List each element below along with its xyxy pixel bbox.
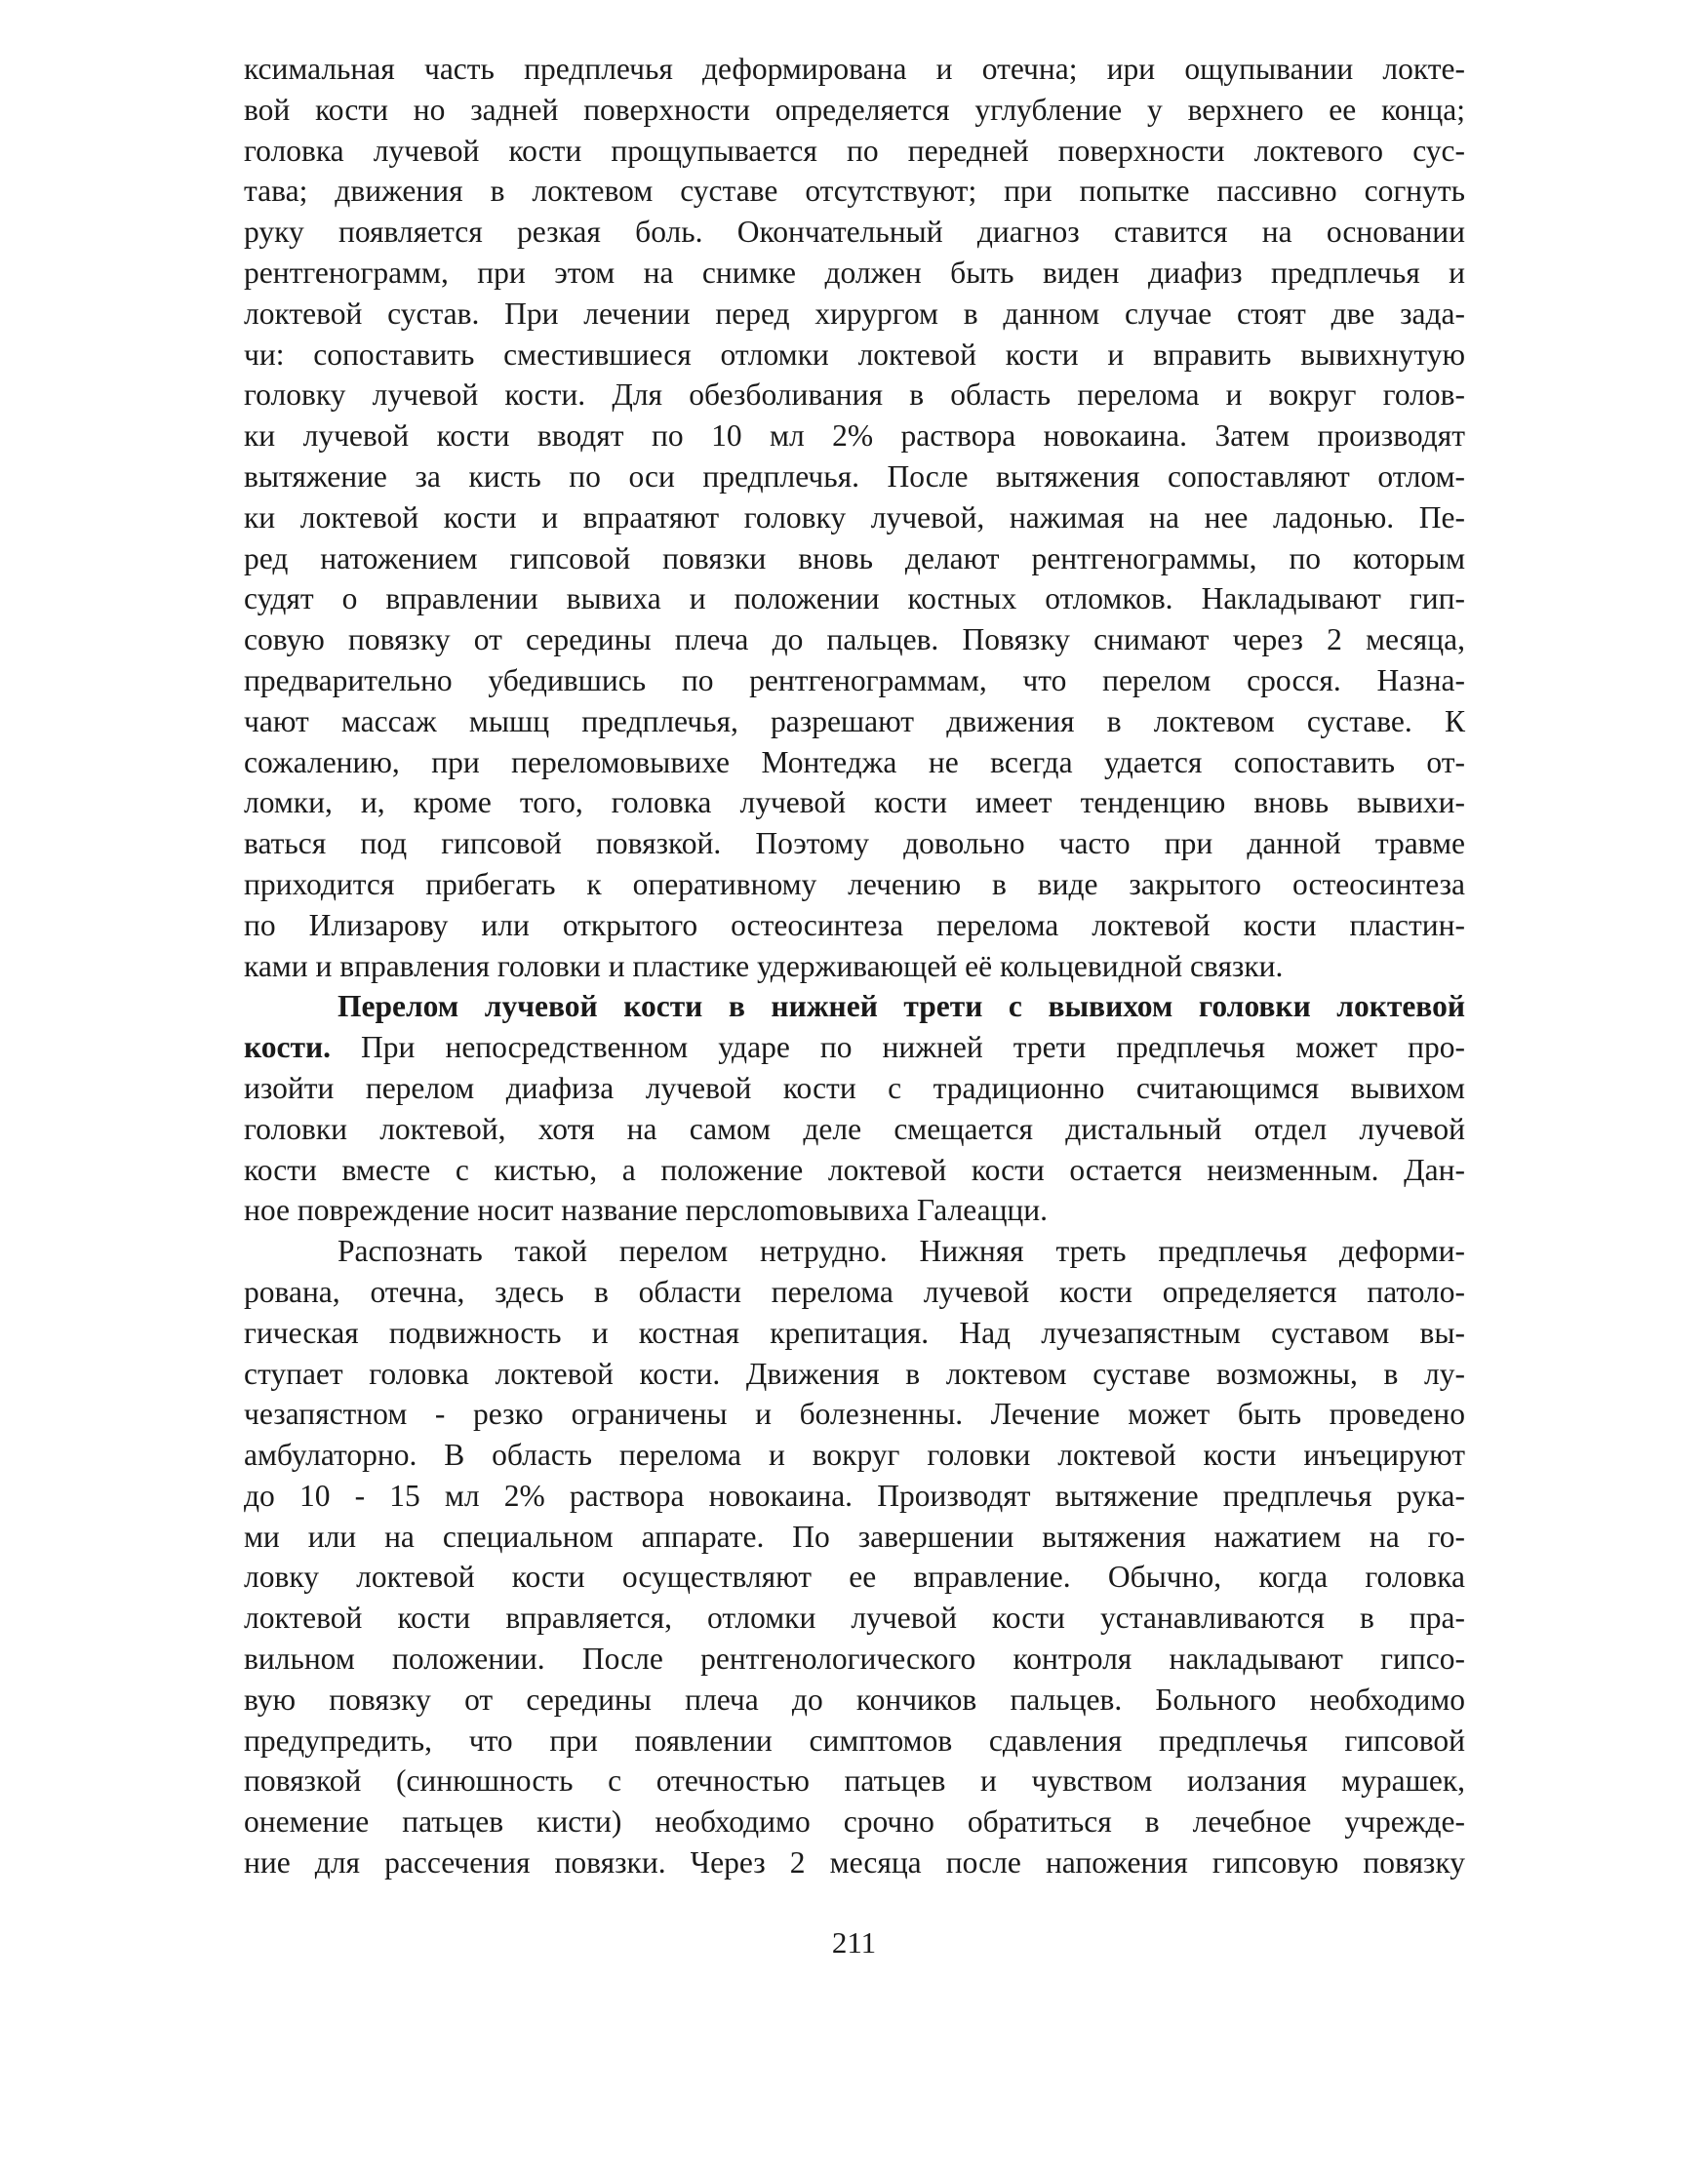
paragraph-line: судят о вправлении вывиха и положении костных отломков. Накладывают гип- xyxy=(244,581,1465,616)
paragraph-line: предупредить, что при появлении симптомов сдавления предплечья гипсовой xyxy=(244,1723,1465,1758)
paragraph-line: предварительно убедившись по рентгенограммам, что перелом сросся. Назна- xyxy=(244,662,1465,697)
paragraph-line: ксимальная часть предплечья деформирована и отечна; ири ощупывании локте- xyxy=(244,52,1465,86)
paragraph-line: повязкой (синюшность с отечностью патьцев и чувством иолзания мурашек, xyxy=(244,1763,1465,1799)
paragraph-line: локтевой сустав. При лечении перед хирургом в данном случае стоят две зада- xyxy=(244,296,1465,331)
paragraph-line: чи: сопоставить сместившиеся отломки локтевой кости и вправить вывихнутую xyxy=(244,337,1465,372)
paragraph-line: изойти перелом диафиза лучевой кости с традиционно считающимся вывихом xyxy=(244,1070,1465,1105)
paragraph-line: вытяжение за кисть по оси предплечья. После вытяжения сопоставляют отлом- xyxy=(244,458,1465,494)
paragraph-line: ред натожением гипсовой повязки вновь делают рентгенограммы, по которым xyxy=(244,540,1465,575)
paragraph-line: ки лучевой кости вводят по 10 мл 2% раствора новокаина. Затем производят xyxy=(244,418,1465,454)
paragraph-line: амбулаторно. В область перелома и вокруг головки локтевой кости инъецируют xyxy=(244,1438,1465,1473)
paragraph-line: чезапястном - резко ограничены и болезненны. Лечение может быть проведено xyxy=(244,1397,1465,1432)
paragraph-line: рентгенограмм, при этом на снимке должен быть виден диафиз предплечья и xyxy=(244,255,1465,290)
paragraph-line: онемение патьцев кисти) необходимо срочно обратиться в лечебное учрежде- xyxy=(244,1804,1465,1840)
paragraph-line xyxy=(244,1027,1465,1068)
paragraph-line: сожалению, при переломовывихе Монтеджа не всегда удается сопоставить от- xyxy=(244,744,1465,779)
paragraph-line: ми или на специальном аппарате. По завершении вытяжения нажатием на го- xyxy=(244,1519,1465,1554)
paragraph-line: ловку локтевой кости осуществляют ее вправление. Обычно, когда головка xyxy=(244,1560,1465,1595)
paragraph-line-text: При непосредственном ударе по нижней трети предплечья может про- xyxy=(330,1030,1465,1065)
section-heading-continuation: кости. xyxy=(244,1030,331,1065)
paragraph-line: кости вместе с кистью, а положение локтевой кости остается неизменным. Дан- xyxy=(244,1152,1465,1187)
paragraph-line: Распознать такой перелом нетрудно. Нижняя треть предплечья деформи- xyxy=(338,1234,1465,1269)
paragraph-line: тава; движения в локтевом суставе отсутствуют; при попытке пассивно согнуть xyxy=(244,174,1465,209)
paragraph-line: гическая подвижность и костная крепитация. Над лучезапястным суставом вы- xyxy=(244,1315,1465,1350)
paragraph-line: рована, отечна, здесь в области перелома лучевой кости определяется патоло- xyxy=(244,1274,1465,1309)
paragraph-line: ние для рассечения повязки. Через 2 месяца после напожения гипсовую повязку xyxy=(244,1845,1465,1881)
paragraph-line: чают массаж мышц предплечья, разрешают движения в локтевом суставе. К xyxy=(244,703,1465,738)
paragraph-line: ками и вправления головки и пластике удерживающей её кольцевидной связки. xyxy=(244,948,1284,983)
paragraph-montegia-treatment xyxy=(244,49,1465,986)
paragraph-line: вильном положении. После рентгенологического контроля накладывают гипсо- xyxy=(244,1642,1465,1677)
paragraph-line: головку лучевой кости. Для обезболивания в область перелома и вокруг голов- xyxy=(244,377,1465,413)
section-heading-text: Перелом лучевой кости в нижней трети с вывихом головки локтевой xyxy=(338,989,1465,1024)
paragraph-galeazzi-diagnosis xyxy=(244,1231,1465,1883)
paragraph-line: ломки, и, кроме того, головка лучевой кости имеет тенденцию вновь вывихи- xyxy=(244,785,1465,820)
paragraph-line: руку появляется резкая боль. Окончательный диагноз ставится на основании xyxy=(244,215,1465,250)
paragraph-line: ное повреждение носит название перслomовывиха Галеацци. xyxy=(244,1193,1049,1228)
section-heading xyxy=(244,986,1465,1027)
paragraph-line: до 10 - 15 мл 2% раствора новокаина. Производят вытяжение предплечья рука- xyxy=(244,1478,1465,1513)
paragraph-line: головка лучевой кости прощупывается по передней поверхности локтевого сус- xyxy=(244,133,1465,168)
page-number: 211 xyxy=(831,1925,877,1960)
paragraph-line: локтевой кости вправляется, отломки лучевой кости устанавливаются в пра- xyxy=(244,1601,1465,1636)
paragraph-line: приходится прибегать к оперативному лечению в виде закрытого остеосинтеза xyxy=(244,866,1465,901)
paragraph-line: вой кости но задней поверхности определяется углубление у верхнего ее конца; xyxy=(244,92,1465,127)
paragraph-line: ступает головка локтевой кости. Движения в локтевом суставе возможны, в лу- xyxy=(244,1356,1465,1391)
paragraph-line: вую повязку от середины плеча до кончиков пальцев. Больного необходимо xyxy=(244,1682,1465,1717)
paragraph-line: головки локтевой, хотя на самом деле смещается дистальный отдел лучевой xyxy=(244,1111,1465,1146)
paragraph-galeazzi-intro xyxy=(244,986,1465,1231)
paragraph-line: совую повязку от середины плеча до пальцев. Повязку снимают через 2 месяца, xyxy=(244,622,1465,657)
body-text xyxy=(244,49,1465,1883)
paragraph-line: ваться под гипсовой повязкой. Поэтому довольно часто при данной травме xyxy=(244,826,1465,861)
paragraph-line: по Илизарову или открытого остеосинтеза перелома локтевой кости пластин- xyxy=(244,907,1465,942)
paragraph-line: ки локтевой кости и впраатяют головку лучевой, нажимая на нее ладонью. Пе- xyxy=(244,499,1465,535)
